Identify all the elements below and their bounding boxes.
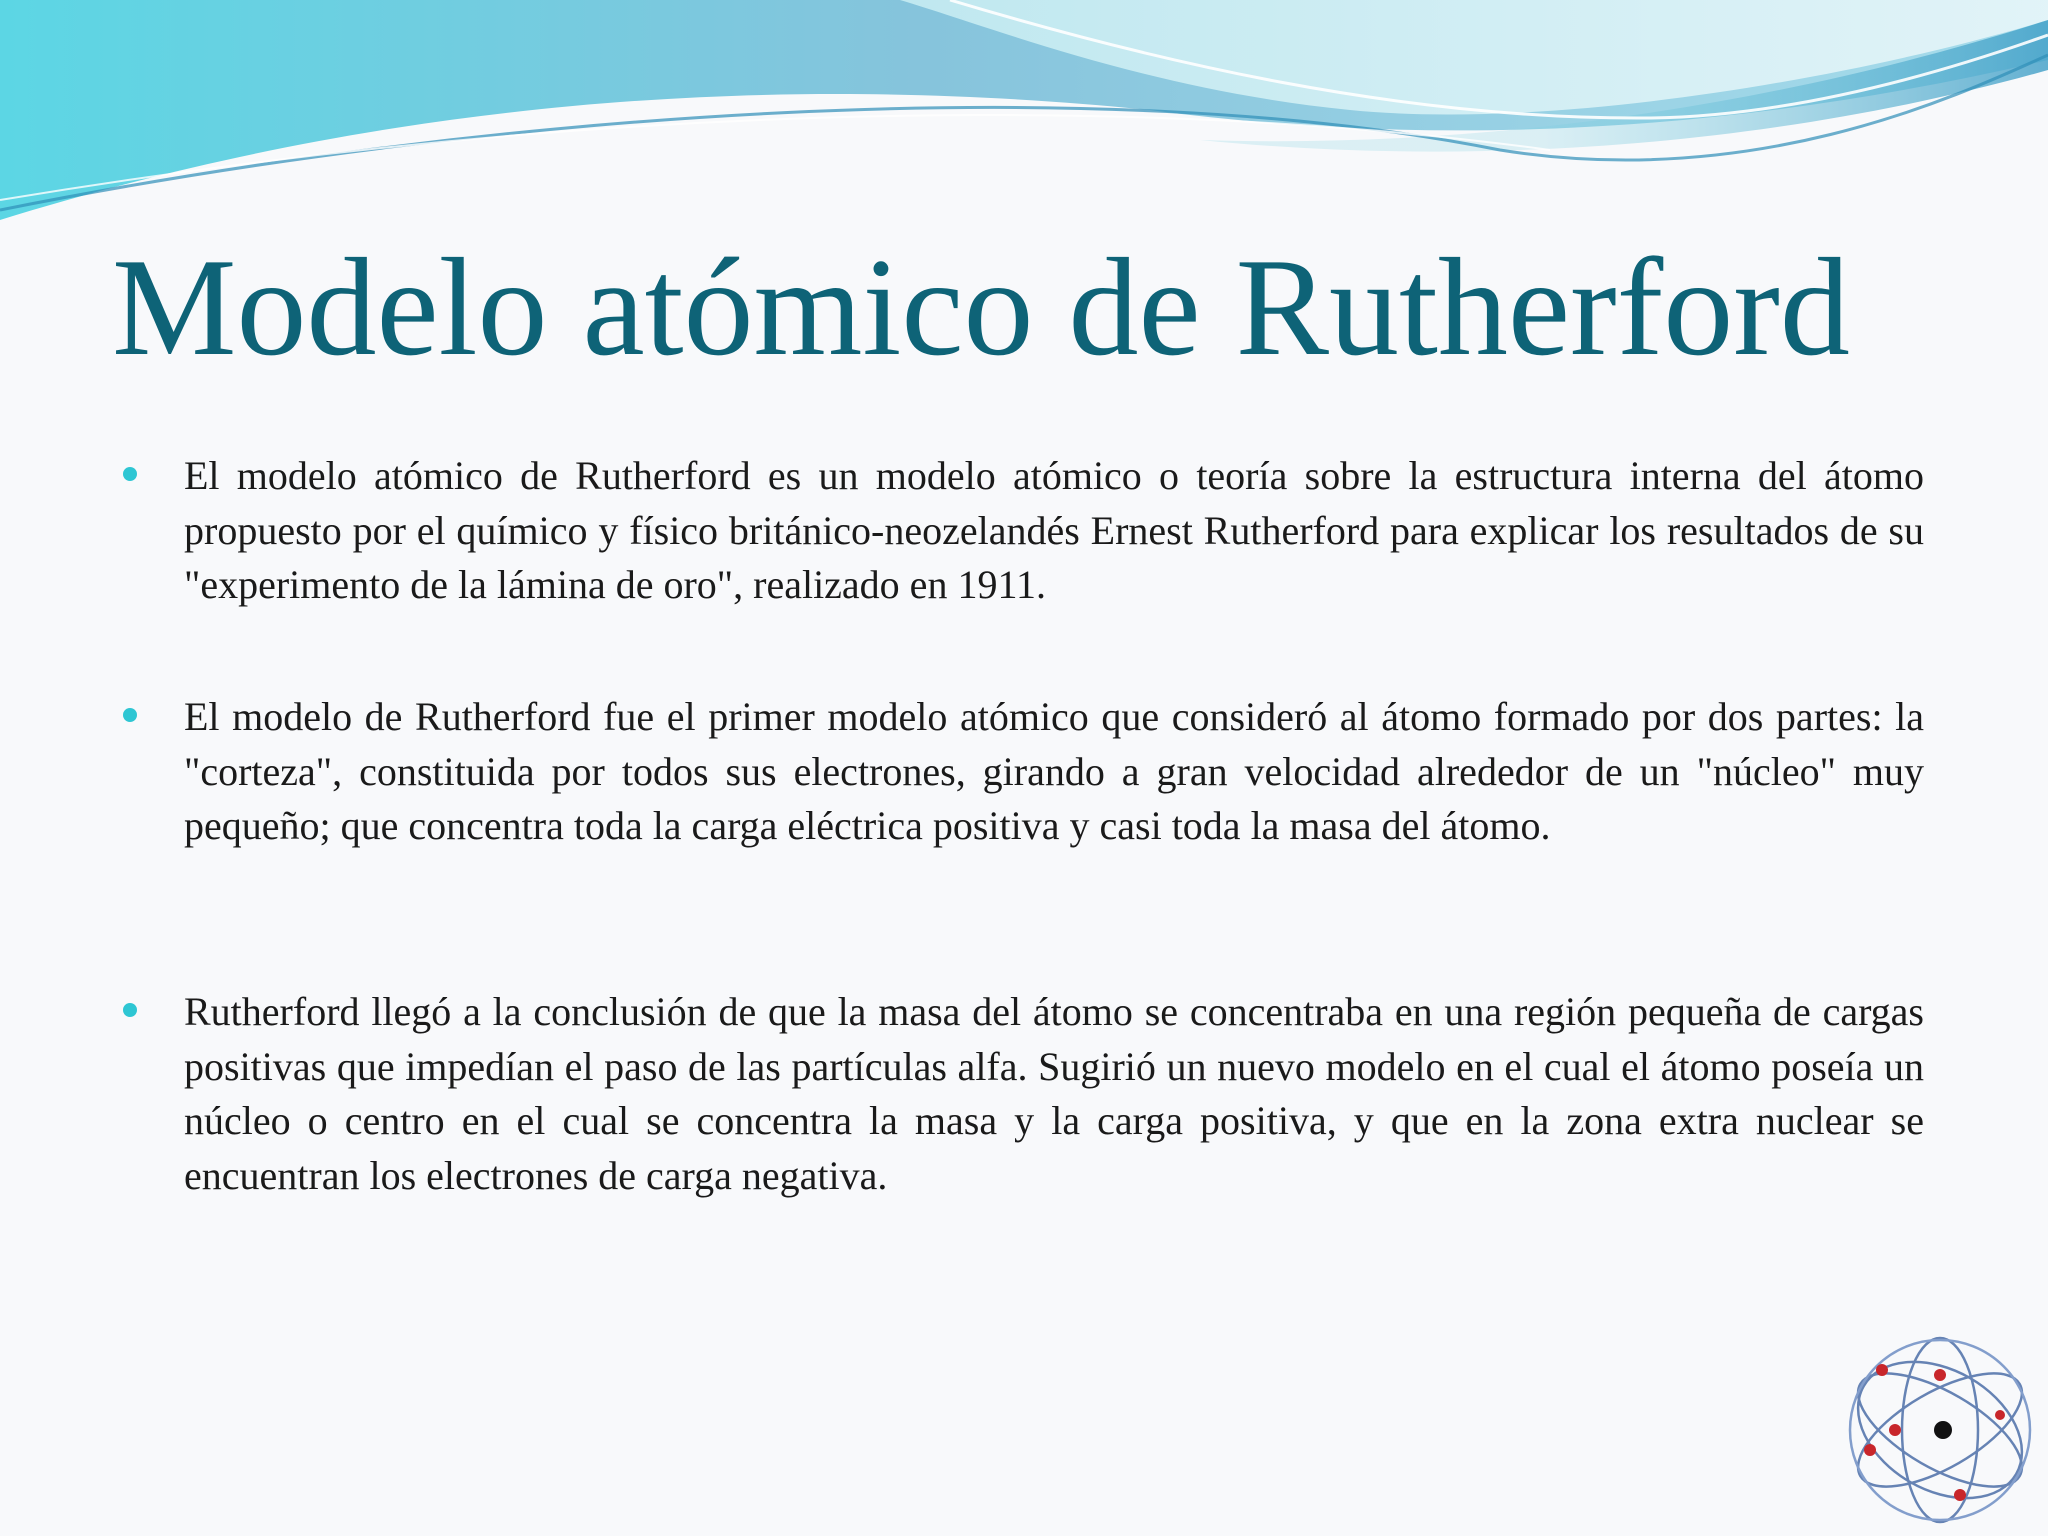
bullet-text-3: Rutherford llegó a la conclusión de que la masa del átomo se concentraba en una región pequeña de cargas positivas que impedían el paso de las partículas alfa. Sugirió un nuevo modelo en el cual el átomo poseía un núcleo o centro en el cual se concentra la masa y la carga positiva, y que en la zona extra nuclear se encuentran los electrones de carga negativa.	[184, 989, 1924, 1198]
atom-icon	[1840, 1330, 2040, 1530]
bullet-dot-icon	[123, 467, 137, 481]
bullet-text-1: El modelo atómico de Rutherford es un modelo atómico o teoría sobre la estructura interna del átomo propuesto por el químico y físico británico-neozelandés Ernest Rutherford para explicar los resultados de su "experimento de la lámina de oro", realizado en 1911.	[184, 453, 1924, 607]
bullet-text-2: El modelo de Rutherford fue el primer modelo atómico que consideró al átomo formado por dos partes: la "corteza", constituida por todos sus electrones, girando a gran velocidad alrededor de un "núcleo" muy pequeño; que concentra toda la carga eléctrica positiva y casi toda la masa del átomo.	[184, 694, 1924, 848]
slide-title: Modelo atómico de Rutherford	[112, 230, 1850, 385]
bullet-dot-icon	[123, 1003, 137, 1017]
bullet-dot-icon	[123, 708, 137, 722]
